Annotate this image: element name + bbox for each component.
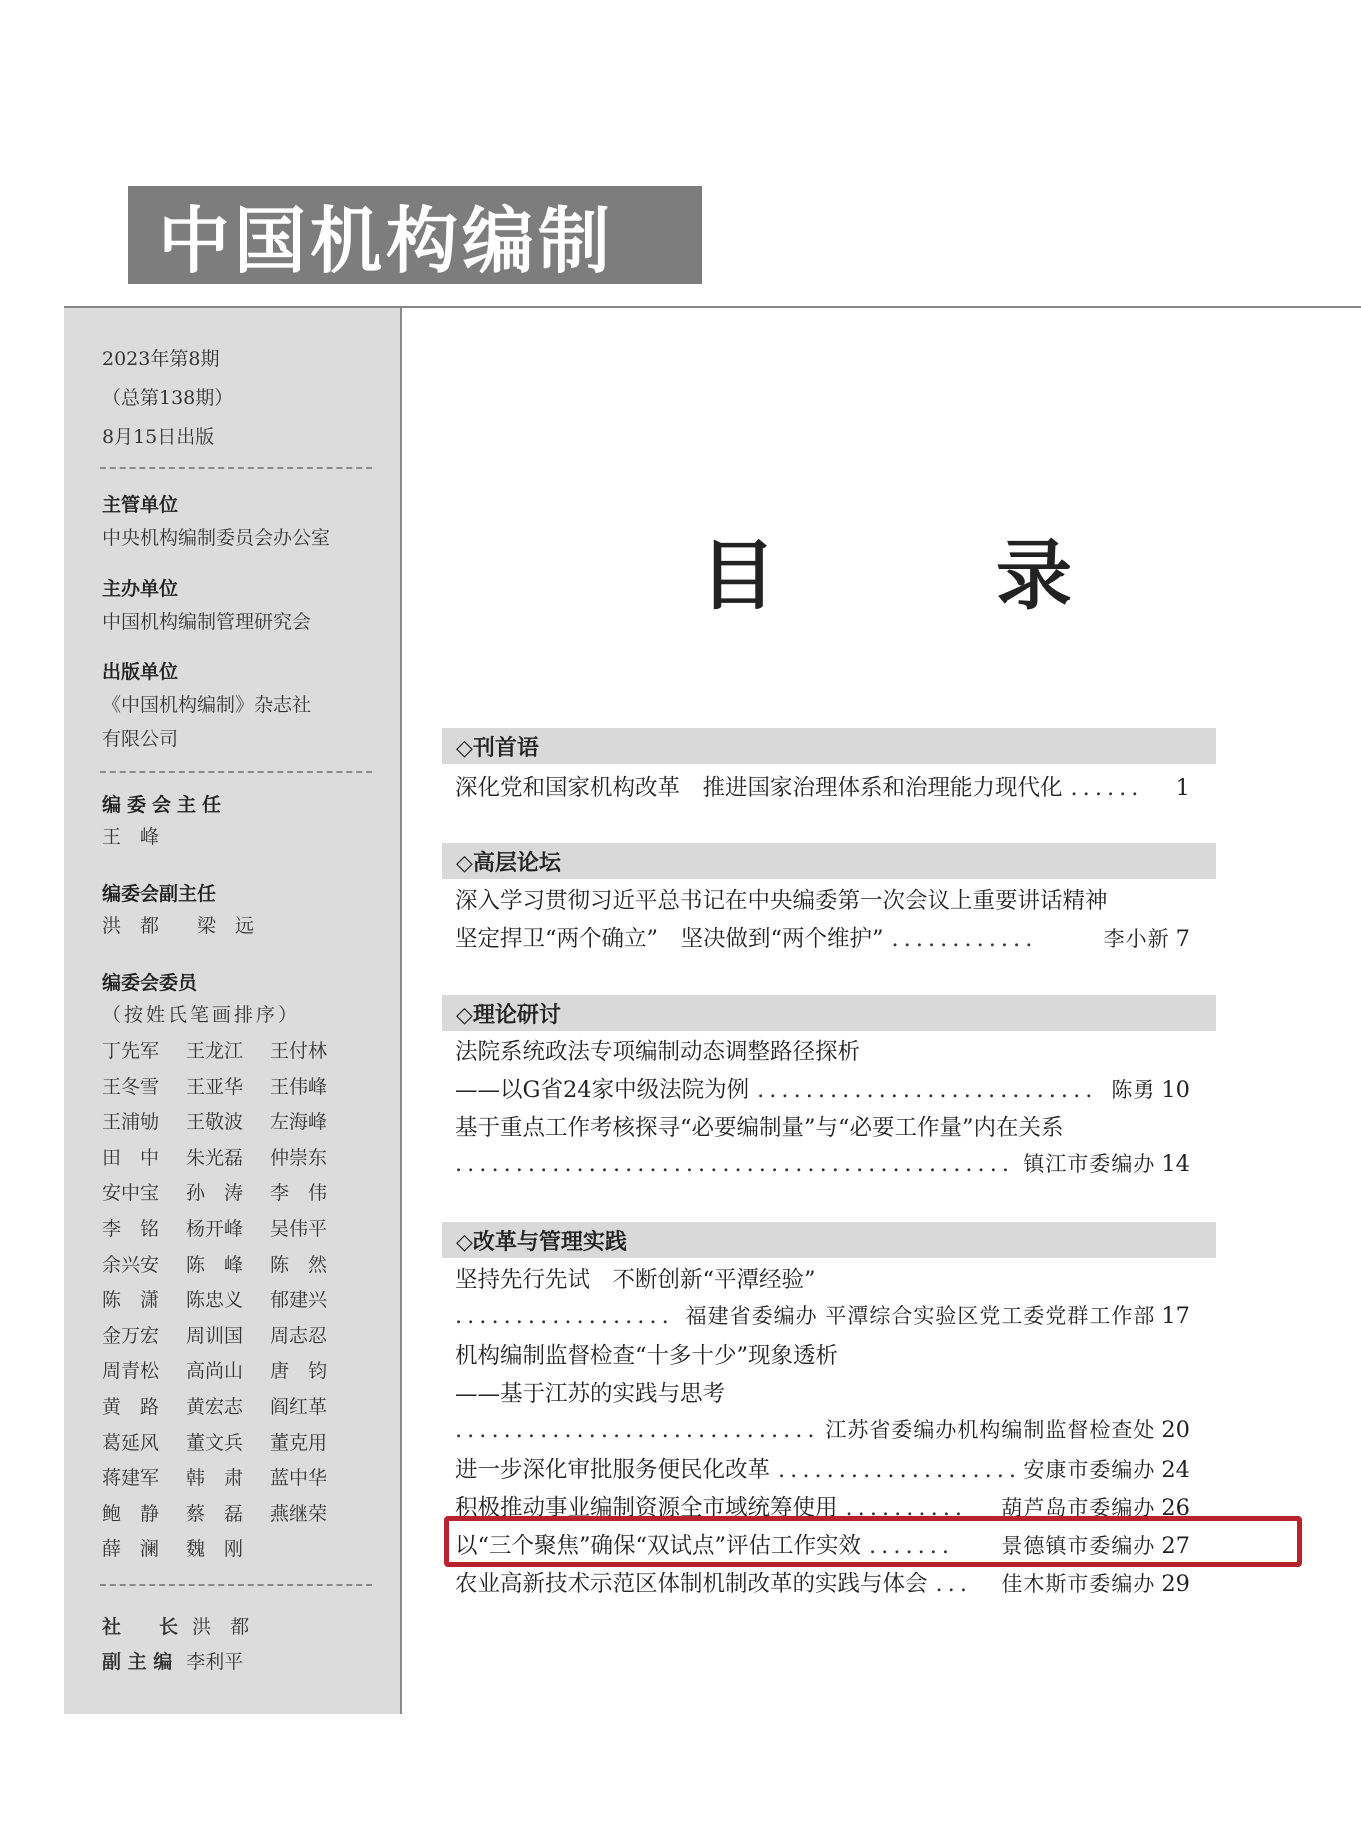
issue-number: 2023年第8期 — [102, 348, 220, 370]
toc-entry-author: 佳木斯市委编办 — [1001, 1572, 1156, 1596]
competent-unit-label: 主管单位 — [102, 494, 179, 516]
committee-member-name: 黄宏志 — [186, 1395, 244, 1418]
toc-entry-cont — [455, 1148, 1190, 1178]
total-issue-number: （总第138期） — [102, 387, 234, 409]
committee-members-row — [102, 1072, 354, 1108]
committee-member-name: 陈 峰 — [186, 1253, 244, 1276]
committee-member-name: 蓝中华 — [270, 1467, 328, 1490]
committee-member-name: 王敬波 — [186, 1111, 244, 1134]
toc-entry-author: 李小新 — [1103, 927, 1170, 951]
toc-entry-title: 基于重点工作考核探寻“必要编制量”与“必要工作量”内在关系 — [455, 1115, 1064, 1141]
committee-members-row — [102, 1036, 354, 1072]
committee-member-name: 王付林 — [270, 1040, 328, 1062]
toc-entry-page: 24 — [1161, 1457, 1190, 1483]
sidebar-divider — [100, 1584, 372, 1586]
deputy-editor-label: 副 主 编 — [102, 1651, 173, 1673]
committee-member-name: 高尚山 — [186, 1360, 244, 1383]
toc-entry-title: 深入学习贯彻习近平总书记在中央编委第一次会议上重要讲话精神 — [455, 888, 1108, 914]
section-header: ◇理论研讨 — [442, 995, 1216, 1031]
committee-members-row — [102, 1356, 354, 1392]
red-highlight-box — [444, 1516, 1302, 1567]
committee-member-name: 王浦劬 — [102, 1111, 160, 1134]
toc-entry-author: 安康市委编办 — [1023, 1458, 1156, 1482]
committee-member-name: 唐 钧 — [270, 1360, 328, 1383]
sidebar-divider — [100, 467, 372, 469]
sidebar-divider — [100, 771, 372, 773]
toc-entry-author: 葫芦岛市委编办 — [1001, 1496, 1156, 1520]
committee-member-name: 鲍 静 — [102, 1502, 160, 1525]
committee-member-name: 王亚华 — [186, 1075, 244, 1098]
committee-member-name: 吴伟平 — [270, 1217, 328, 1240]
committee-member-name: 安中宝 — [102, 1182, 160, 1205]
committee-member-name: 郁建兴 — [270, 1289, 328, 1312]
committee-member-name: 葛延风 — [102, 1431, 160, 1454]
toc-entry[interactable] — [455, 1338, 1190, 1370]
committee-members-note: （按姓氏笔画排序） — [102, 1004, 301, 1026]
toc-entry-page: 20 — [1161, 1417, 1190, 1443]
competent-unit-value: 中央机构编制委员会办公室 — [102, 527, 331, 549]
committee-member-name: 王冬雪 — [102, 1075, 160, 1098]
toc-entry-cont — [455, 1300, 1190, 1330]
toc-entry-title: 坚定捍卫“两个确立” 坚决做到“两个维护” — [455, 926, 884, 952]
toc-entry-author: 陈勇 — [1111, 1078, 1156, 1102]
section-header: ◇刊首语 — [442, 728, 1216, 764]
committee-member-name: 田 中 — [102, 1146, 160, 1169]
committee-members-row — [102, 1107, 354, 1143]
toc-entry[interactable] — [455, 770, 1190, 802]
toc-entry-title: 深化党和国家机构改革 推进国家治理体系和治理能力现代化 — [455, 775, 1063, 801]
toc-entry-title: 法院系统政法专项编制动态调整路径探析 — [455, 1039, 861, 1065]
toc-entry-page: 10 — [1161, 1077, 1190, 1103]
committee-members-label: 编委会委员 — [102, 972, 198, 994]
committee-member-name: 黄 路 — [102, 1395, 160, 1418]
toc-entry-cont — [455, 921, 1190, 953]
toc-entry-cont — [455, 1376, 1190, 1408]
committee-member-name: 阎红革 — [270, 1395, 328, 1418]
sponsor-unit-label: 主办单位 — [102, 578, 179, 600]
committee-member-name: 陈 然 — [270, 1253, 328, 1276]
toc-entry-page: 1 — [1175, 775, 1190, 801]
committee-member-name: 薛 澜 — [102, 1538, 160, 1561]
committee-member-name: 燕继荣 — [270, 1502, 328, 1525]
committee-members-row — [102, 1463, 354, 1499]
deputy-editor-value: 李利平 — [186, 1651, 244, 1673]
committee-members-row — [102, 1250, 354, 1286]
committee-member-name: 董克用 — [270, 1431, 328, 1454]
president-label: 社 长 — [102, 1616, 179, 1638]
committee-members-row — [102, 1499, 354, 1535]
section-header: ◇高层论坛 — [442, 843, 1216, 879]
toc-entry-title: 农业高新技术示范区体制机制改革的实践与体会 — [455, 1571, 928, 1597]
toc-leader-dots: ............................ — [757, 1077, 1098, 1103]
committee-member-name: 陈 潇 — [102, 1289, 160, 1312]
toc-entry-title: 积极推动事业编制资源全市域统筹使用 — [455, 1495, 838, 1521]
toc-leader-dots: .......... — [845, 1495, 968, 1521]
toc-entry-subtitle: ——基于江苏的实践与思考 — [455, 1381, 726, 1407]
committee-member-name: 蔡 磊 — [186, 1502, 244, 1525]
committee-chair-value: 王 峰 — [102, 826, 160, 848]
toc-entry-title: 进一步深化审批服务便民化改革 — [455, 1457, 771, 1483]
committee-member-name: 王伟峰 — [270, 1075, 328, 1098]
committee-member-name: 李 铭 — [102, 1217, 160, 1240]
president-value: 洪 都 — [192, 1616, 250, 1638]
committee-member-name: 仲崇东 — [270, 1146, 328, 1169]
committee-member-name: 余兴安 — [102, 1253, 160, 1276]
committee-members-row — [102, 1285, 354, 1321]
toc-entry-subtitle: ——以G省24家中级法院为例 — [455, 1077, 750, 1103]
toc-entry-page: 17 — [1161, 1303, 1190, 1329]
committee-member-name: 董文兵 — [186, 1431, 244, 1454]
toc-entry-cont — [455, 1072, 1190, 1104]
toc-entry-page: 26 — [1161, 1495, 1190, 1521]
publisher-unit-value: 《中国机构编制》杂志社 — [102, 694, 312, 716]
publish-date: 8月15日出版 — [102, 426, 215, 448]
publisher-unit-value-cont: 有限公司 — [102, 728, 179, 750]
toc-entry-page: 29 — [1161, 1571, 1190, 1597]
committee-member-name: 陈忠义 — [186, 1289, 244, 1312]
sponsor-unit-value: 中国机构编制管理研究会 — [102, 611, 312, 633]
toc-entry-page: 7 — [1175, 926, 1190, 952]
committee-members-row — [102, 1428, 354, 1464]
toc-entry[interactable] — [455, 1452, 1190, 1484]
toc-entry-cont — [455, 1414, 1190, 1444]
committee-member-name: 周训国 — [186, 1324, 244, 1347]
toc-heading: 目 录 — [700, 531, 1144, 620]
committee-member-name: 韩 肃 — [186, 1467, 244, 1490]
masthead-sidebar — [64, 308, 402, 1714]
committee-member-name: 周志忍 — [270, 1324, 328, 1347]
committee-members-row — [102, 1214, 354, 1250]
toc-leader-dots: ....... — [869, 1533, 955, 1559]
magazine-masthead: 中国机构编制 — [128, 186, 702, 284]
committee-member-name: 杨开峰 — [186, 1217, 244, 1240]
toc-leader-dots: .............................................. — [455, 1151, 1014, 1177]
toc-leader-dots: ... — [935, 1571, 972, 1597]
committee-member-name: 孙 涛 — [186, 1182, 244, 1205]
committee-member-name: 丁先军 — [102, 1040, 160, 1062]
toc-leader-dots: .................. — [455, 1303, 674, 1329]
toc-entry-author: 镇江市委编办 — [1023, 1152, 1156, 1176]
toc-entry[interactable] — [455, 1262, 1190, 1294]
committee-member-name: 王龙江 — [186, 1040, 244, 1062]
publisher-unit-label: 出版单位 — [102, 661, 179, 683]
committee-member-name: 蒋建军 — [102, 1467, 160, 1490]
toc-entry-title: 以“三个聚焦”确保“双试点”评估工作实效 — [455, 1533, 862, 1559]
committee-members-row — [102, 1143, 354, 1179]
toc-entry[interactable] — [455, 1566, 1190, 1598]
toc-leader-dots: .................... — [778, 1457, 1022, 1483]
committee-members-row — [102, 1534, 354, 1570]
toc-entry-author: 景德镇市委编办 — [1001, 1534, 1156, 1558]
toc-entry-title: 机构编制监督检查“十多十少”现象透析 — [455, 1343, 839, 1369]
toc-entry-title: 坚持先行先试 不断创新“平潭经验” — [455, 1267, 816, 1293]
committee-members-list — [102, 1036, 354, 1570]
toc-leader-dots: ............ — [891, 926, 1038, 952]
committee-vice-chair-label: 编委会副主任 — [102, 883, 217, 905]
committee-member-name: 魏 刚 — [186, 1538, 244, 1561]
committee-member-name: 左海峰 — [270, 1111, 328, 1134]
toc-leader-dots: ...... — [1070, 775, 1144, 801]
committee-chair-label: 编委会主任 — [102, 794, 228, 816]
committee-members-row — [102, 1392, 354, 1428]
section-header: ◇改革与管理实践 — [442, 1222, 1216, 1258]
committee-vice-chair-value: 洪 都 梁 远 — [102, 915, 255, 937]
toc-entry[interactable] — [455, 1034, 1190, 1066]
committee-member-name: 金万宏 — [102, 1324, 160, 1347]
committee-members-row — [102, 1178, 354, 1214]
toc-entry-page: 27 — [1161, 1533, 1190, 1559]
toc-leader-dots: .............................. — [455, 1417, 820, 1443]
toc-entry[interactable] — [455, 1110, 1190, 1142]
committee-member-name: 朱光磊 — [186, 1146, 244, 1169]
toc-entry-author: 福建省委编办 平潭综合实验区党工委党群工作部 — [685, 1304, 1156, 1328]
toc-entry-page: 14 — [1161, 1151, 1190, 1177]
toc-entry-author: 江苏省委编办机构编制监督检查处 — [825, 1418, 1156, 1442]
committee-member-name — [270, 1534, 354, 1570]
committee-member-name: 李 伟 — [270, 1182, 328, 1205]
committee-members-row — [102, 1321, 354, 1357]
toc-entry[interactable] — [455, 883, 1190, 915]
committee-member-name: 周青松 — [102, 1360, 160, 1383]
